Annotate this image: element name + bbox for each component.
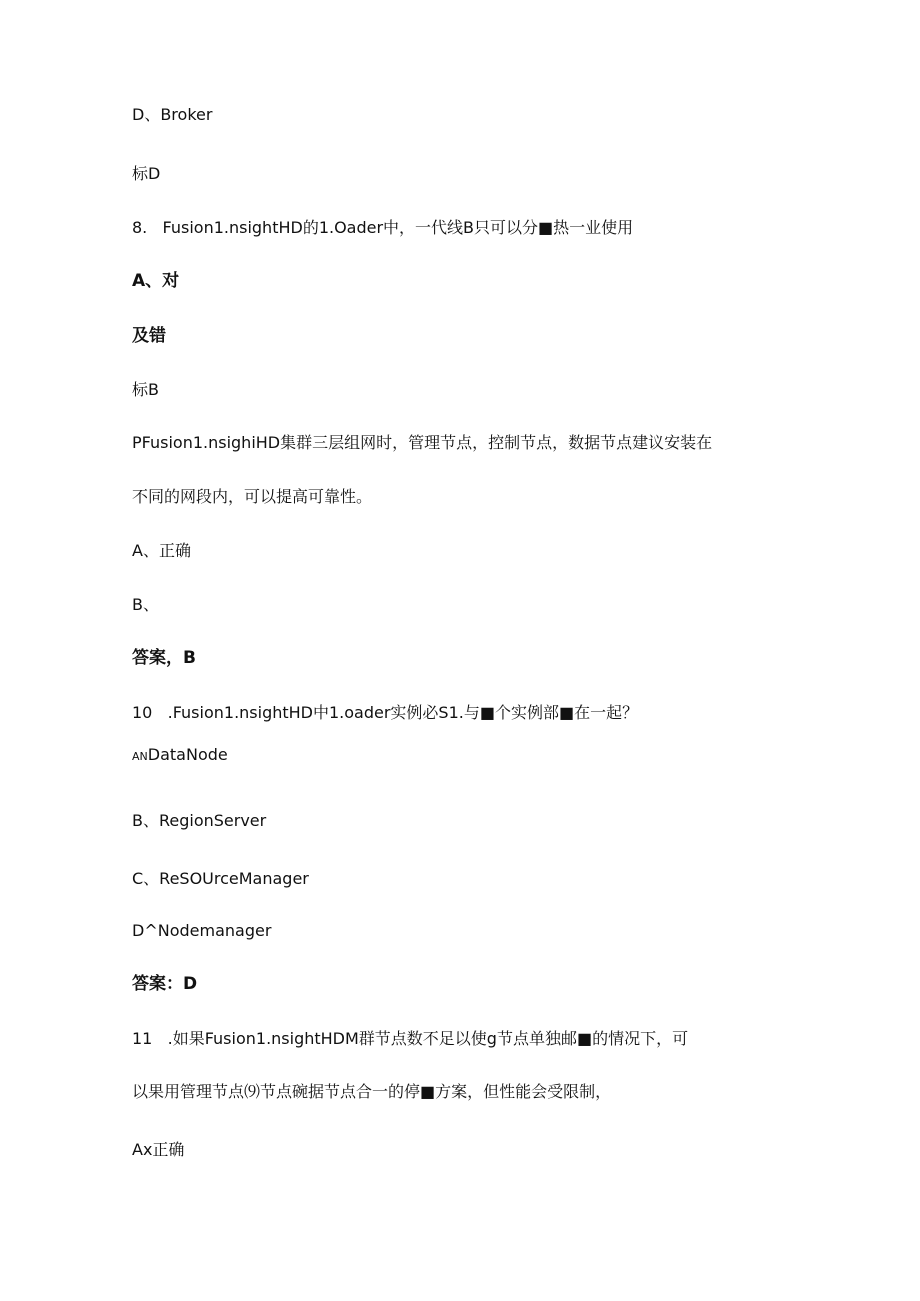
option-a: Ax正确 [132,1140,185,1159]
question-11-line-1: 11 .如果Fusion1.nsightHDM群节点数不足以使g节点单独邮■的情况下，可 [132,1029,689,1048]
option-b: 及错 [132,326,166,346]
question-9-line-2: 不同的网段内，可以提高可靠性。 [132,487,373,506]
option-prefix: AN [132,750,148,763]
option-text: DataNode [147,745,228,764]
question-8: 8. Fusion1.nsightHD的1.Oader中，一代线B只可以分■热一业使用 [132,218,634,237]
option-a: A、对 [132,271,180,291]
option-d-nodemanager: D^Nodemanager [132,921,272,940]
question-11-line-2: 以果用管理节点⑼节点碗据节点合一的停■方案，但性能会受限制， [132,1082,612,1101]
answer-line: 答案，B [132,648,196,668]
option-a-datanode [132,745,228,767]
option-a: A、正确 [132,541,191,560]
answer-line: 答案：D [132,974,198,994]
question-10: 10 .Fusion1.nsightHD中1.oader实例必S1.与■个实例部■在一起？ [132,703,639,722]
option-d-broker: D、Broker [132,105,213,124]
question-9-line-1: PFusion1.nsighiHD集群三层组网时，管理节点，控制节点，数据节点建议安装在 [132,433,713,452]
option-b: B、 [132,595,159,614]
option-c-resourcemanager: C、ReSOUrceManager [132,869,309,888]
answer-line: 标B [132,380,159,399]
answer-line: 标D [132,164,161,183]
option-b-regionserver: B、RegionServer [132,811,267,830]
